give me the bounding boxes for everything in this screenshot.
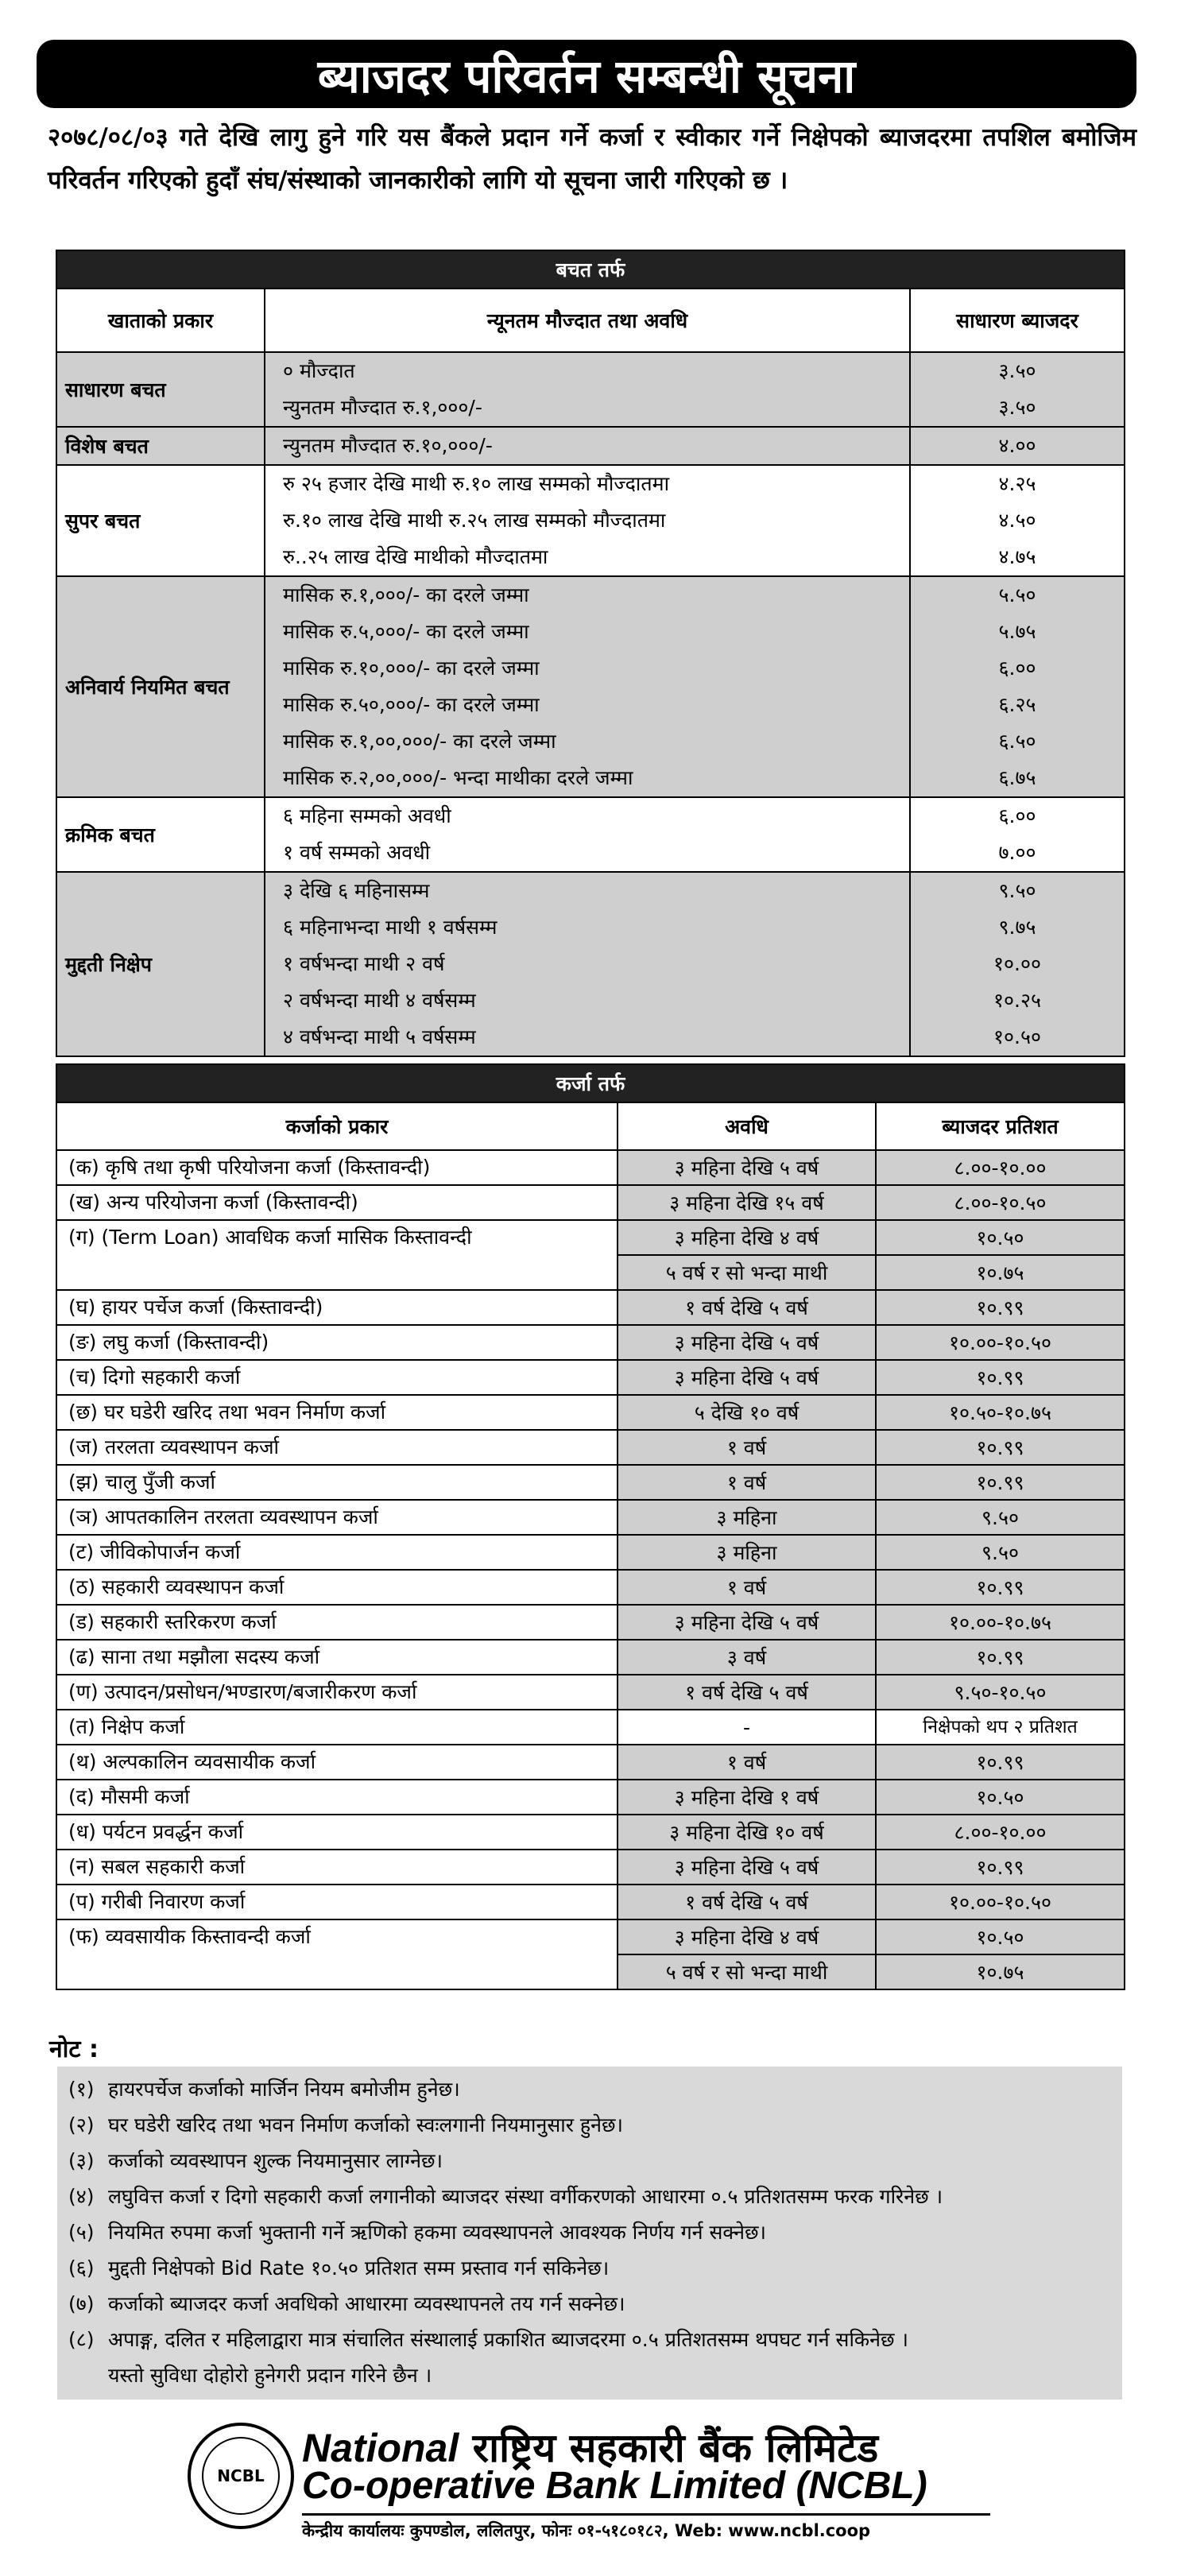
- note-number: (६): [68, 2256, 95, 2280]
- savings-group-row: [56, 352, 1125, 427]
- loan-row: [56, 1395, 1125, 1430]
- interest-rate-value: ६.००: [998, 804, 1036, 827]
- note-text-continued: यस्तो सुविधा दोहोरो हुनेगरी प्रदान गरिने छैन ।: [108, 2364, 432, 2387]
- savings-section-row: [56, 250, 1125, 289]
- interest-rate-cell: [910, 797, 1125, 872]
- loan-rate: १०.००-१०.७५: [876, 1605, 1125, 1640]
- savings-group-row: [56, 465, 1125, 576]
- interest-rate-value: ४.२५: [998, 472, 1036, 495]
- savings-group-row: [56, 797, 1125, 872]
- note-text: हायरपर्चेज कर्जाको मार्जिन नियम बमोजीम हुनेछ।: [108, 2078, 460, 2101]
- savings-group-row: [56, 427, 1125, 465]
- min-balance-text: न्युनतम मौज्दात रु.१०,०००/-: [283, 434, 493, 457]
- loan-rate: १०.००-१०.५०: [876, 1885, 1125, 1919]
- loan-row: [56, 1885, 1125, 1919]
- min-balance-cell: [265, 872, 910, 1056]
- loan-period: ३ महिना: [618, 1535, 876, 1570]
- notice-title: ब्याजदर परिवर्तन सम्बन्धी सूचना: [37, 40, 1136, 108]
- interest-rate-value: १०.२५: [993, 989, 1041, 1012]
- loan-type: (ध) पर्यटन प्रवर्द्धन कर्जा: [56, 1815, 618, 1850]
- loan-type: (ख) अन्य परियोजना कर्जा (किस्तावन्दी): [56, 1185, 618, 1220]
- loan-period: ३ महिना देखि ५ वर्ष: [618, 1360, 876, 1395]
- loan-row: [56, 1500, 1125, 1535]
- interest-rate-value: ७.००: [998, 841, 1036, 864]
- min-balance-text: रु..२५ लाख देखि माथीको मौज्दातमा: [283, 545, 548, 568]
- loan-row: [56, 1919, 1125, 1954]
- loan-type: (न) सबल सहकारी कर्जा: [56, 1850, 618, 1885]
- loan-rate: १०.७५: [876, 1954, 1125, 1989]
- loan-row: [56, 1780, 1125, 1815]
- loans-col-header: कर्जाको प्रकार: [56, 1102, 618, 1150]
- loan-period: ५ वर्ष र सो भन्दा माथी: [618, 1255, 876, 1290]
- loan-type: (घ) हायर पर्चेज कर्जा (किस्तावन्दी): [56, 1290, 618, 1325]
- loan-rate: ८.००-१०.००: [876, 1815, 1125, 1850]
- loan-rate: १०.९९: [876, 1850, 1125, 1885]
- loan-type: (ङ) लघु कर्जा (किस्तावन्दी): [56, 1325, 618, 1360]
- loan-period: ३ महिना देखि ५ वर्ष: [618, 1325, 876, 1360]
- loan-period: १ वर्ष देखि ५ वर्ष: [618, 1290, 876, 1325]
- loan-rate: निक्षेपको थप २ प्रतिशत: [876, 1710, 1125, 1745]
- notes-list: [57, 2067, 1122, 2400]
- loan-rate-table: [56, 1063, 1125, 1990]
- min-balance-text: २ वर्षभन्दा माथी ४ वर्षसम्म: [283, 989, 476, 1012]
- loan-row: [56, 1605, 1125, 1640]
- min-balance-text: ० मौज्दात: [283, 359, 355, 382]
- loan-rate: १०.९९: [876, 1465, 1125, 1500]
- loan-row: [56, 1745, 1125, 1780]
- interest-rate-cell: [910, 576, 1125, 797]
- loan-row: [56, 1465, 1125, 1500]
- note-text: अपाङ्ग, दलित र महिलाद्वारा मात्र संचालित संस्थालाई प्रकाशित ब्याजदरमा ०.५ प्रतिशतसम्म थपघट गर्न सकिनेछ ।: [108, 2328, 908, 2351]
- savings-rate-table: [56, 250, 1125, 1057]
- loan-period: १ वर्ष: [618, 1570, 876, 1605]
- account-type: मुद्दती निक्षेप: [56, 872, 265, 1056]
- bank-name-np: राष्ट्रिय सहकारी बैंक लिमिटेड: [472, 2425, 879, 2471]
- interest-rate-value: ४.७५: [998, 545, 1036, 568]
- min-balance-cell: [265, 465, 910, 576]
- interest-rate-cell: [910, 352, 1125, 427]
- account-type: साधारण बचत: [56, 352, 265, 427]
- loan-rate: ९.५०: [876, 1500, 1125, 1535]
- notes-title: नोट :: [49, 2036, 99, 2063]
- loan-period: ३ महिना देखि १० वर्ष: [618, 1815, 876, 1850]
- note-text: नियमित रुपमा कर्जा भुक्तानी गर्ने ऋणिको हकमा व्यवस्थापनले आवश्यक निर्णय गर्न सक्नेछ।: [108, 2221, 766, 2244]
- interest-rate-value: ६.७५: [998, 766, 1036, 789]
- footer-divider: [302, 2513, 990, 2516]
- note-number: (८): [68, 2328, 95, 2351]
- loan-rate: १०.५०: [876, 1220, 1125, 1255]
- loan-type: (ञ) आपतकालिन तरलता व्यवस्थापन कर्जा: [56, 1500, 618, 1535]
- loan-type: (क) कृषि तथा कृषी परियोजना कर्जा (किस्तावन्दी): [56, 1150, 618, 1185]
- note-number: (३): [68, 2149, 95, 2172]
- loan-rate: १०.५०-१०.७५: [876, 1395, 1125, 1430]
- loan-rate: ९.५०: [876, 1535, 1125, 1570]
- loans-section-title: कर्जा तर्फ: [56, 1064, 1125, 1102]
- loan-rate: १०.५०: [876, 1780, 1125, 1815]
- account-type: सुपर बचत: [56, 465, 265, 576]
- note-item: [57, 2250, 1122, 2286]
- loan-rate: १०.९९: [876, 1290, 1125, 1325]
- loan-rate: १०.५०: [876, 1919, 1125, 1954]
- loan-period: -: [618, 1710, 876, 1745]
- min-balance-text: १ वर्षभन्दा माथी २ वर्ष: [283, 952, 445, 975]
- loan-period: १ वर्ष: [618, 1745, 876, 1780]
- loan-type: (त) निक्षेप कर्जा: [56, 1710, 618, 1745]
- loan-type: (ड) सहकारी स्तरिकरण कर्जा: [56, 1605, 618, 1640]
- loan-row: [56, 1360, 1125, 1395]
- loan-type: (च) दिगो सहकारी कर्जा: [56, 1360, 618, 1395]
- interest-rate-cell: [910, 465, 1125, 576]
- loan-row: [56, 1570, 1125, 1605]
- loan-row: [56, 1430, 1125, 1465]
- min-balance-cell: [265, 427, 910, 465]
- loan-rate: १०.९९: [876, 1430, 1125, 1465]
- savings-section-title: बचत तर्फ: [56, 250, 1125, 289]
- loan-period: १ वर्ष: [618, 1430, 876, 1465]
- note-item: [57, 2179, 1122, 2214]
- note-item: [57, 2322, 1122, 2357]
- min-balance-text: मासिक रु.१०,०००/- का दरले जम्मा: [283, 657, 540, 680]
- interest-rate-value: ९.५०: [998, 879, 1036, 902]
- loan-row: [56, 1185, 1125, 1220]
- min-balance-text: रु २५ हजार देखि माथी रु.१० लाख सम्मको मौज्दातमा: [283, 472, 670, 495]
- loans-header-row: [56, 1102, 1125, 1150]
- bank-logo-text: NCBL: [202, 2437, 280, 2515]
- min-balance-text: रु.१० लाख देखि माथी रु.२५ लाख सम्मको मौज्दातमा: [283, 509, 666, 532]
- savings-col-header: न्यूनतम मौज्दात तथा अवधि: [265, 289, 910, 352]
- note-item: [57, 2286, 1122, 2322]
- note-number: (७): [68, 2292, 95, 2315]
- loan-rate: १०.७५: [876, 1255, 1125, 1290]
- min-balance-cell: [265, 797, 910, 872]
- note-text: घर घडेरी खरिद तथा भवन निर्माण कर्जाको स्वःलगानी नियमानुसार हुनेछ।: [108, 2113, 624, 2136]
- interest-rate-value: ९.७५: [998, 916, 1036, 939]
- loan-period: १ वर्ष देखि ५ वर्ष: [618, 1885, 876, 1919]
- loan-rate: ९.५०-१०.५०: [876, 1675, 1125, 1710]
- loan-row: [56, 1710, 1125, 1745]
- savings-group-row: [56, 872, 1125, 1056]
- loan-type: (थ) अल्पकालिन व्यवसायीक कर्जा: [56, 1745, 618, 1780]
- min-balance-text: ६ महिनाभन्दा माथी १ वर्षसम्म: [283, 916, 498, 939]
- loan-type: (ढ) साना तथा मझौला सदस्य कर्जा: [56, 1640, 618, 1675]
- interest-rate-value: १०.५०: [993, 1025, 1041, 1048]
- loan-period: ३ महिना देखि ५ वर्ष: [618, 1605, 876, 1640]
- min-balance-text: १ वर्ष सम्मको अवधी: [283, 841, 431, 864]
- interest-rate-value: ६.००: [998, 657, 1036, 680]
- note-item: [57, 2071, 1122, 2107]
- loan-rate: १०.९९: [876, 1360, 1125, 1395]
- note-number: (१): [68, 2078, 95, 2101]
- note-item: [57, 2143, 1122, 2179]
- interest-rate-value: ३.५०: [998, 396, 1036, 419]
- savings-col-header: खाताको प्रकार: [56, 289, 265, 352]
- min-balance-text: मासिक रु.५०,०००/- का दरले जम्मा: [283, 693, 540, 716]
- min-balance-text: ४ वर्षभन्दा माथी ५ वर्षसम्म: [283, 1025, 476, 1048]
- loan-period: ३ महिना: [618, 1500, 876, 1535]
- interest-rate-value: ५.५०: [998, 583, 1036, 606]
- interest-rate-value: ६.२५: [998, 693, 1036, 716]
- interest-rate-value: ४.५०: [998, 509, 1036, 532]
- min-balance-text: ३ देखि ६ महिनासम्म: [283, 879, 430, 902]
- loan-row: [56, 1220, 1125, 1255]
- loan-period: १ वर्ष देखि ५ वर्ष: [618, 1675, 876, 1710]
- loans-col-header: अवधि: [618, 1102, 876, 1150]
- loan-period: ३ महिना देखि ४ वर्ष: [618, 1220, 876, 1255]
- loan-row: [56, 1640, 1125, 1675]
- savings-header-row: [56, 289, 1125, 352]
- note-number: (५): [68, 2221, 95, 2244]
- loan-type: (ण) उत्पादन/प्रसोधन/भण्डारण/बजारीकरण कर्जा: [56, 1675, 618, 1710]
- bank-name-en-2: Co-operative Bank Limited (NCBL): [302, 2465, 927, 2507]
- loan-period: ३ महिना देखि ४ वर्ष: [618, 1919, 876, 1954]
- loan-type: (ज) तरलता व्यवस्थापन कर्जा: [56, 1430, 618, 1465]
- loan-type: (ट) जीविकोपार्जन कर्जा: [56, 1535, 618, 1570]
- interest-rate-value: ६.५०: [998, 730, 1036, 753]
- loan-period: ३ महिना देखि ५ वर्ष: [618, 1150, 876, 1185]
- loan-type: (ठ) सहकारी व्यवस्थापन कर्जा: [56, 1570, 618, 1605]
- min-balance-text: मासिक रु.१,००,०००/- का दरले जम्मा: [283, 730, 556, 753]
- loan-row: [56, 1815, 1125, 1850]
- loan-row: [56, 1325, 1125, 1360]
- min-balance-text: ६ महिना सम्मको अवधी: [283, 804, 451, 827]
- loans-col-header: ब्याजदर प्रतिशत: [876, 1102, 1125, 1150]
- loan-row: [56, 1675, 1125, 1710]
- min-balance-text: न्युनतम मौज्दात रु.१,०००/-: [283, 396, 482, 419]
- note-text: कर्जाको व्यवस्थापन शुल्क नियमानुसार लाग्नेछ।: [108, 2149, 443, 2172]
- note-text: कर्जाको ब्याजदर कर्जा अवधिको आधारमा व्यवस्थापनले तय गर्न सक्नेछ।: [108, 2292, 625, 2315]
- loan-type: (प) गरीबी निवारण कर्जा: [56, 1885, 618, 1919]
- note-item: [57, 2107, 1122, 2143]
- savings-col-header: साधारण ब्याजदर: [910, 289, 1125, 352]
- loan-row: [56, 1850, 1125, 1885]
- interest-rate-cell: [910, 427, 1125, 465]
- loan-period: ३ महिना देखि १५ वर्ष: [618, 1185, 876, 1220]
- note-item: [57, 2214, 1122, 2250]
- notice-intro: २०७८/०८/०३ गते देखि लागु हुने गरि यस बैंकले प्रदान गर्ने कर्जा र स्वीकार गर्ने निक्षेपको ब्याजदरमा तपशिल बमोजिम परिवर्तन गरिएको हुदाँ संघ/संस्थाको जानकारीको लागि यो सूचना जारी गरिएको छ ।: [48, 123, 1136, 195]
- bank-name-en-1: National: [302, 2426, 459, 2470]
- loan-period: ५ देखि १० वर्ष: [618, 1395, 876, 1430]
- min-balance-text: मासिक रु.१,०००/- का दरले जम्मा: [283, 583, 529, 606]
- min-balance-text: मासिक रु.२,००,०००/- भन्दा माथीका दरले जम्मा: [283, 766, 633, 789]
- loan-rate: १०.९९: [876, 1745, 1125, 1780]
- interest-rate-cell: [910, 872, 1125, 1056]
- loan-row: [56, 1290, 1125, 1325]
- loan-period: ३ महिना देखि १ वर्ष: [618, 1780, 876, 1815]
- note-number: (४): [68, 2185, 95, 2208]
- min-balance-text: मासिक रु.५,०००/- का दरले जम्मा: [283, 620, 529, 643]
- note-text: लघुवित्त कर्जा र दिगो सहकारी कर्जा लगानीको ब्याजदर संस्था वर्गीकरणको आधारमा ०.५ प्रतिशतसम्म फरक गरिनेछ ।: [108, 2185, 943, 2208]
- account-type: अनिवार्य नियमित बचत: [56, 576, 265, 797]
- loan-type: (छ) घर घडेरी खरिद तथा भवन निर्माण कर्जा: [56, 1395, 618, 1430]
- loan-period: ५ वर्ष र सो भन्दा माथी: [618, 1954, 876, 1989]
- note-number: (२): [68, 2113, 95, 2136]
- loan-type: (झ) चालु पुँजी कर्जा: [56, 1465, 618, 1500]
- loan-period: ३ महिना देखि ५ वर्ष: [618, 1850, 876, 1885]
- savings-group-row: [56, 576, 1125, 797]
- bank-address: केन्द्रीय कार्यालयः कुपण्डोल, ललितपुर, फोनः ०१-५१८०१८२, Web: www.ncbl.coop: [302, 2521, 871, 2540]
- loan-type: (द) मौसमी कर्जा: [56, 1780, 618, 1815]
- loan-rate: ८.००-१०.५०: [876, 1185, 1125, 1220]
- interest-rate-value: ३.५०: [998, 359, 1036, 382]
- loan-period: १ वर्ष: [618, 1465, 876, 1500]
- loans-section-row: [56, 1064, 1125, 1102]
- interest-rate-value: ४.००: [998, 434, 1036, 457]
- note-text: मुद्दती निक्षेपको Bid Rate १०.५० प्रतिशत सम्म प्रस्ताव गर्न सकिनेछ।: [108, 2256, 610, 2280]
- account-type: विशेष बचत: [56, 427, 265, 465]
- loan-row: [56, 1535, 1125, 1570]
- loan-row: [56, 1150, 1125, 1185]
- loan-rate: ८.००-१०.००: [876, 1150, 1125, 1185]
- bank-logo: [188, 2423, 294, 2529]
- interest-rate-value: ५.७५: [998, 620, 1036, 643]
- min-balance-cell: [265, 576, 910, 797]
- loan-type: (फ) व्यवसायीक किस्तावन्दी कर्जा: [56, 1919, 618, 1989]
- loan-type: (ग) (Term Loan) आवधिक कर्जा मासिक किस्तावन्दी: [56, 1220, 618, 1290]
- loan-rate: १०.९९: [876, 1640, 1125, 1675]
- min-balance-cell: [265, 352, 910, 427]
- loan-period: ३ वर्ष: [618, 1640, 876, 1675]
- account-type: क्रमिक बचत: [56, 797, 265, 872]
- interest-rate-value: १०.००: [993, 952, 1041, 975]
- loan-rate: १०.००-१०.५०: [876, 1325, 1125, 1360]
- loan-rate: १०.९९: [876, 1570, 1125, 1605]
